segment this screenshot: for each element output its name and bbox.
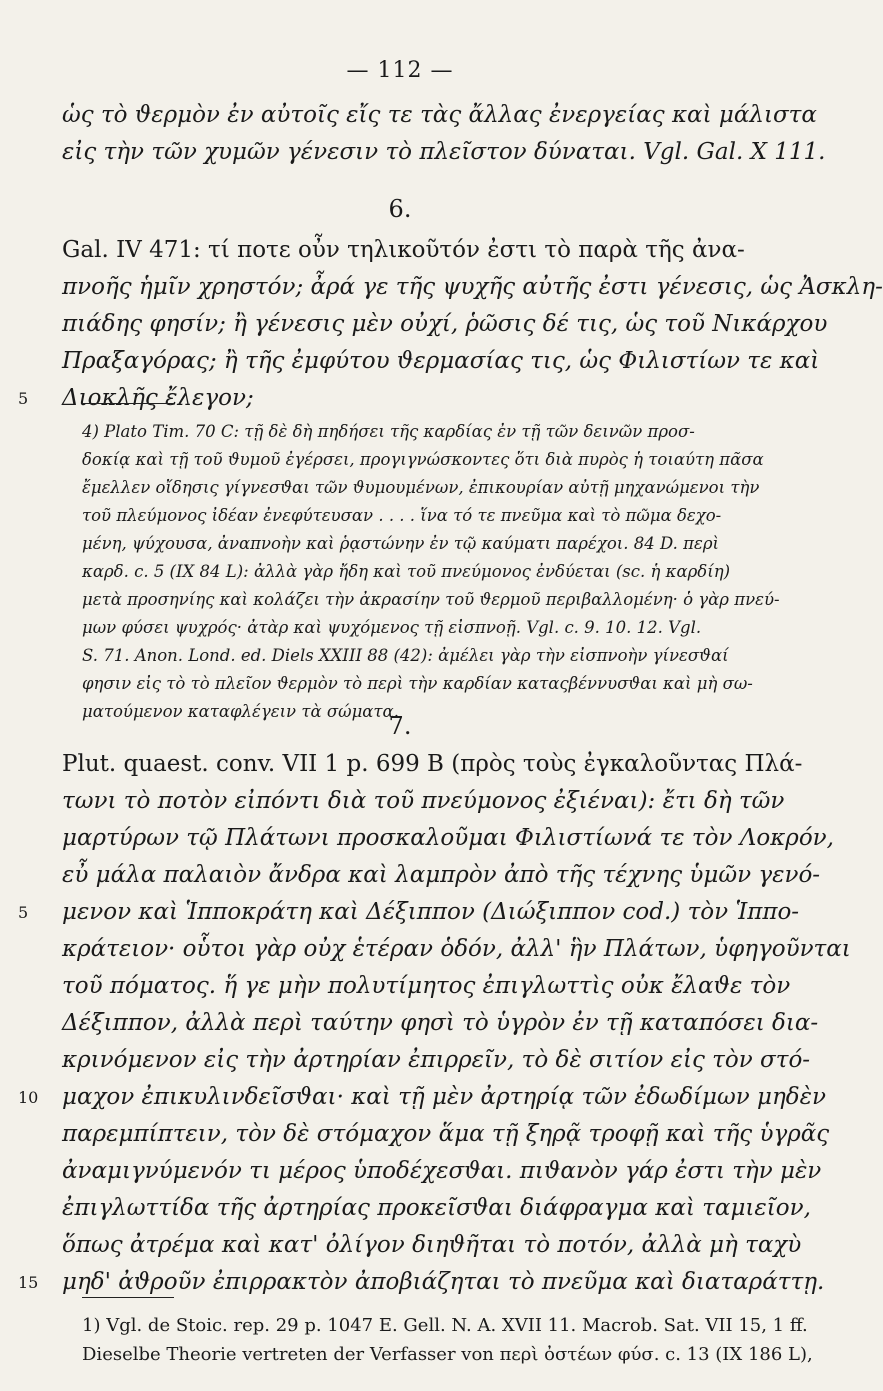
line-text: τωνι τὸ ποτὸν εἰπόντι διὰ τοῦ πνεύμονος ἐξιέναι): ἔτι δὴ τῶν [62, 788, 785, 814]
note-line-4: τοῦ πλεύμονος ἰδέαν ἐνεφύτευσαν . . . . ἵνα τό τε πνεῦμα καὶ τὸ πῶμα δεχο- [82, 506, 722, 525]
line-text: ἐπιγλωττίδα τῆς ἀρτηρίας προκεῖσϑαι διάφραγμα καὶ ταμιεῖον, [62, 1195, 811, 1221]
line-number: 15 [18, 1273, 39, 1292]
line-text: εὖ μάλα παλαιὸν ἄνδρα καὶ λαμπρὸν ἀπὸ τῆς τέχνης ὑμῶν γενό- [62, 862, 821, 888]
note-divider [82, 403, 174, 404]
line-text: ἀναμιγνύμενόν τι μέρος ὑποδέχεσϑαι. πιϑανὸν γάρ ἐστι τὴν μὲν [62, 1158, 822, 1184]
text-line-7 [62, 968, 791, 1005]
text-line-1 [62, 232, 762, 269]
text-line-13 [62, 1190, 811, 1227]
text-line-5 [18, 380, 762, 417]
line-number: 10 [18, 1088, 39, 1107]
text-block-section-6 [18, 232, 883, 417]
line-text: Πραξαγόρας; ἢ τῆς ἐμφύτου ϑερμασίας τις, ὡς Φιλιστίων τε καὶ [62, 348, 820, 374]
footnote-1-block [82, 1311, 813, 1369]
text-line-11 [62, 1116, 830, 1153]
line-text: εἰς τὴν τῶν χυμῶν γένεσιν τὸ πλεῖστον δύναται. Vgl. Gal. X 111. [62, 139, 826, 165]
line-text: Δέξιππον, ἀλλὰ περὶ ταύτην φησὶ τὸ ὑγρὸν ἐν τῇ καταπόσει δια- [62, 1010, 819, 1036]
section-number-6: 6. [388, 195, 412, 223]
text-line-10 [18, 1079, 826, 1116]
note-line-2: δοκίᾳ καὶ τῇ τοῦ ϑυμοῦ ἐγέρσει, προγιγνώσκοντες ὅτι διὰ πυρὸς ἡ τοιαύτη πᾶσα [82, 450, 764, 469]
line-text: πιάδης φησίν; ἢ γένεσις μὲν οὐχί, ῥῶσις δέ τις, ὡς τοῦ Νικάρχου [62, 311, 828, 337]
line-text: τοῦ πόματος. ἥ γε μὴν πολυτίμητος ἐπιγλωττὶς οὐκ ἔλαϑε τὸν [62, 973, 791, 999]
note-line-5: μένη, ψύχουσα, ἀναπνοὴν καὶ ῥᾳστώνην ἐν τῷ καύματι παρέχοι. 84 D. περὶ [82, 534, 719, 553]
line-text: μενον καὶ Ἱπποκράτη καὶ Δέξιππον (Διώξιππον cod.) τὸν Ἱππο- [62, 899, 800, 925]
footnote-line-1: 1) Vgl. de Stoic. rep. 29 p. 1047 E. Gell. N. A. XVII 11. Macrob. Sat. VII 15, 1 ff. [82, 1315, 808, 1336]
footnote-divider [82, 1297, 174, 1298]
text-line-4 [62, 343, 820, 380]
text-line-2 [62, 269, 883, 306]
text-block-top [62, 97, 826, 171]
note-line-11: ματούμενον καταφλέγειν τὰ σώματα. [82, 702, 399, 721]
note-line-10: φησιν εἰς τὸ τὸ πλεῖον ϑερμὸν τὸ περὶ τὴν καρδίαν καταςβέννυσϑαι καὶ μὴ σω- [82, 674, 753, 693]
line-text: κρινόμενον εἰς τὴν ἀρτηρίαν ἐπιρρεῖν, τὸ δὲ σιτίον εἰς τὸν στό- [62, 1047, 811, 1073]
line-text: μαρτύρων τῷ Πλάτωνι προσκαλοῦμαι Φιλιστίωνά τε τὸν Λοκρόν, [62, 825, 834, 851]
line-text: Plut. quaest. conv. VII 1 p. 699 B (πρὸς τοὺς ἐγκαλοῦντας Πλά- [62, 751, 803, 777]
text-line-4 [62, 857, 821, 894]
text-line-5 [18, 894, 800, 931]
line-text: ὅπως ἀτρέμα καὶ κατ' ὀλίγον διηϑῆται τὸ ποτόν, ἀλλὰ μὴ ταχὺ [62, 1232, 802, 1258]
line-number: 5 [18, 389, 29, 408]
text-line-2 [62, 134, 826, 171]
text-line-1 [62, 746, 803, 783]
note-4-block [82, 418, 780, 726]
line-number: 5 [18, 903, 29, 922]
text-line-3 [62, 306, 828, 343]
note-line-3: ἔμελλεν οἴδησις γίγνεσϑαι τῶν ϑυμουμένων, ἐπικουρίαν αὐτῇ μηχανώμενοι τὴν [82, 478, 760, 497]
text-line-15 [18, 1264, 825, 1301]
text-line-8 [62, 1005, 819, 1042]
note-line-7: μετὰ προσηνίης καὶ κολάζει τὴν ἀκρασίην τοῦ ϑερμοῦ περιβαλλομένη· ὁ γὰρ πνεύ- [82, 590, 780, 609]
note-line-8: μων φύσει ψυχρός· ἀτὰρ καὶ ψυχόμενος τῇ εἰσπνοῇ. Vgl. c. 9. 10. 12. Vgl. [82, 618, 702, 637]
line-text: Gal. IV 471: τί ποτε οὖν τηλικοῦτόν ἐστι τὸ παρὰ τῆς ἀνα- [62, 237, 745, 263]
text-line-2 [62, 783, 785, 820]
section-number-7: 7. [388, 712, 412, 740]
page-number: — 112 — [346, 58, 454, 83]
line-text: κράτειον· οὗτοι γὰρ οὐχ ἑτέραν ὁδόν, ἀλλ' ἣν Πλάτων, ὑφηγοῦνται [62, 936, 851, 962]
line-text: ὡς τὸ ϑερμὸν ἐν αὐτοῖς εἴς τε τὰς ἄλλας ἐνεργείας καὶ μάλιστα [62, 102, 817, 128]
line-text: πνοῆς ἡμῖν χρηστόν; ἆρά γε τῆς ψυχῆς αὐτῆς ἐστι γένεσις, ὡς Ἀσκλη- [62, 274, 883, 300]
note-line-6: καρδ. c. 5 (IX 84 L): ἀλλὰ γὰρ ἤδη καὶ τοῦ πνεύμονος ἐνδύεται (sc. ἡ καρδίη) [82, 562, 731, 581]
line-text: μηδ' ἀϑροῦν ἐπιρρακτὸν ἀποβιάζηται τὸ πνεῦμα καὶ διαταράττῃ. [62, 1269, 825, 1295]
text-line-9 [62, 1042, 811, 1079]
line-text: Διοκλῆς ἔλεγον; [62, 385, 254, 411]
text-line-6 [62, 931, 851, 968]
text-block-section-7 [18, 746, 851, 1301]
text-line-1 [62, 97, 817, 134]
text-line-12 [62, 1153, 822, 1190]
text-line-3 [62, 820, 834, 857]
footnote-line-2: Dieselbe Theorie vertreten der Verfasser von περὶ ὀστέων φύσ. c. 13 (IX 186 L), [82, 1344, 813, 1365]
note-line-9: S. 71. Anon. Lond. ed. Diels XXIII 88 (42): ἀμέλει γὰρ τὴν εἰσπνοὴν γίνεσϑαί [82, 646, 729, 665]
line-text: μαχον ἐπικυλινδεῖσϑαι· καὶ τῇ μὲν ἀρτηρίᾳ τῶν ἐδωδίμων μηδὲν [62, 1084, 826, 1110]
line-text: παρεμπίπτειν, τὸν δὲ στόμαχον ἅμα τῇ ξηρᾷ τροφῇ καὶ τῆς ὑγρᾶς [62, 1121, 830, 1147]
note-line-1: 4) Plato Tim. 70 C: τῇ δὲ δὴ πηδήσει τῆς καρδίας ἐν τῇ τῶν δεινῶν προσ- [82, 422, 695, 441]
text-line-14 [62, 1227, 802, 1264]
